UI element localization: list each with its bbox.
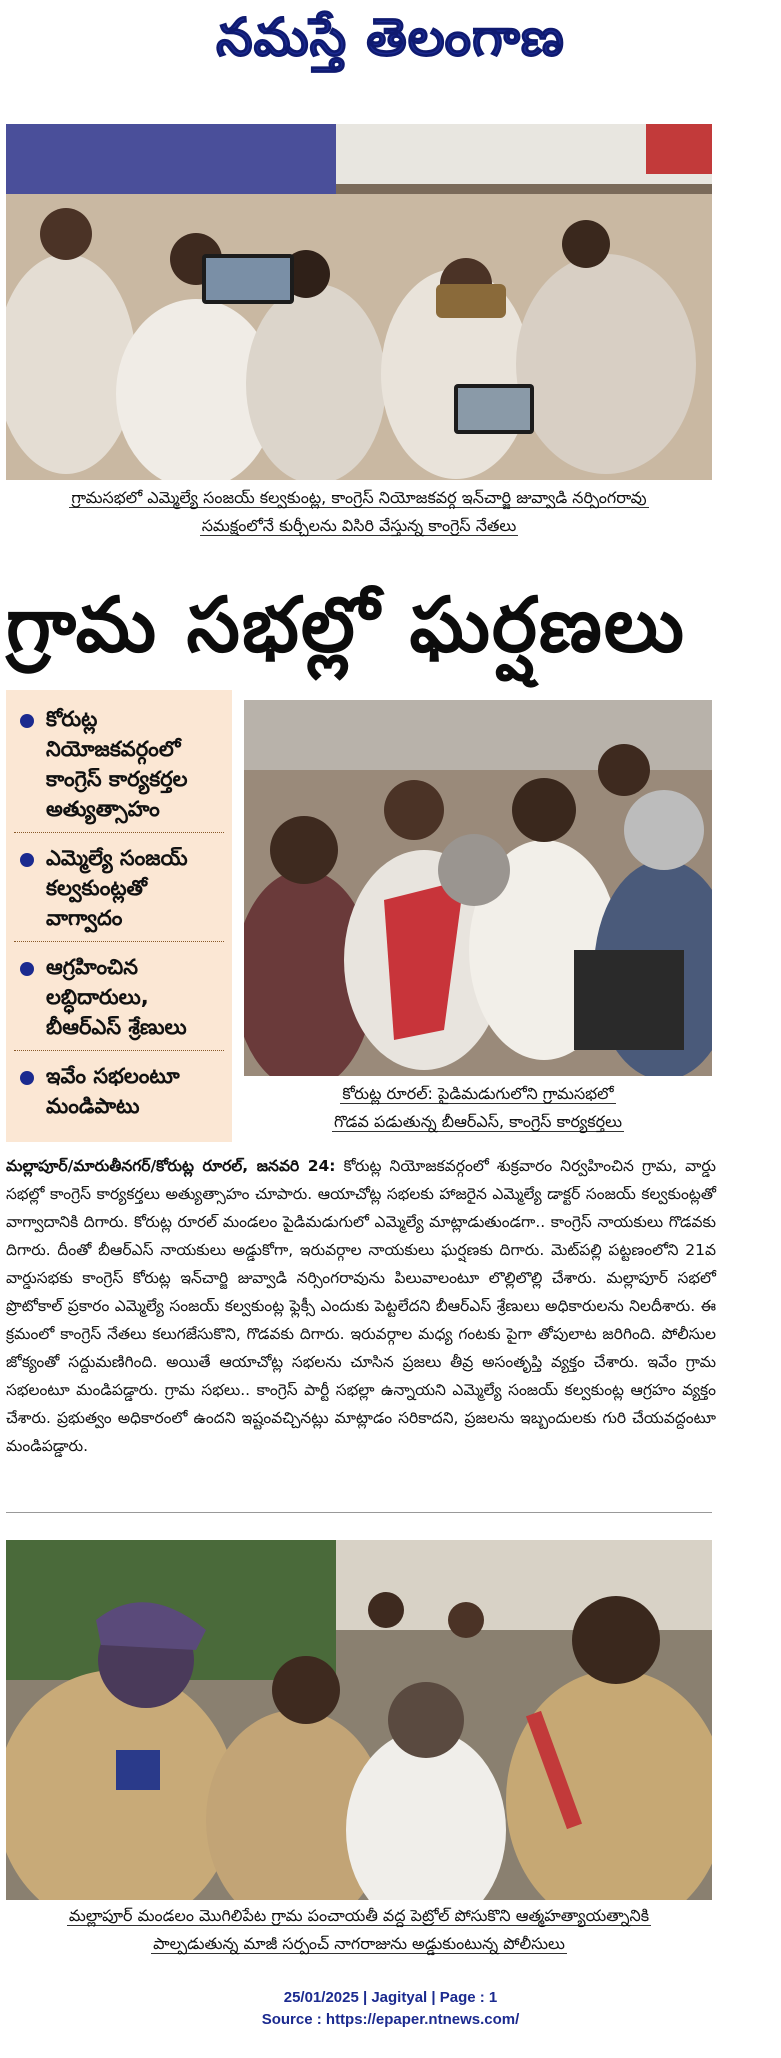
highlight-text: ఎమ్మెల్యే సంజయ్ కల్వకుంట్లతో వాగ్వాదం	[46, 846, 188, 930]
page-footer	[0, 1987, 781, 2031]
highlight-item	[14, 1055, 224, 1129]
section-divider	[6, 1512, 712, 1513]
photo2-caption-line1: కోరుట్ల రూరల్: పైడిమడుగులోని గ్రామసభలో	[342, 1084, 614, 1103]
photo2-caption-line2: గొడవ పడుతున్న బీఆర్‌ఎస్, కాంగ్రెస్ కార్యకర్తలు	[333, 1112, 623, 1131]
masthead	[0, 0, 781, 78]
photo2-caption	[244, 1080, 712, 1136]
highlight-text: ఇవేం సభలంటూ మండిపాటు	[46, 1064, 180, 1118]
photo-gramasabha-chairs	[6, 124, 712, 480]
photo3-caption-line1: మల్లాపూర్ మండలం మొగిలిపేట గ్రామ పంచాయతీ వద్ద పెట్రోల్ పోసుకొని ఆత్మహత్యాయత్నానికి	[68, 1906, 650, 1925]
highlight-text: ఆగ్రహించిన లబ్ధిదారులు, బీఆర్‌ఎస్ శ్రేణులు	[46, 955, 187, 1039]
photo3-caption-line2: పాల్పడుతున్న మాజీ సర్పంచ్ నాగరాజును అడ్డుకుంటున్న పోలీసులు	[153, 1934, 565, 1953]
article-body	[6, 1152, 716, 1492]
article-text: కోరుట్ల నియోజకవర్గంలో శుక్రవారం నిర్వహించిన గ్రామ, వార్డు సభల్లో కాంగ్రెస్ కార్యకర్తలు అత్యుత్సాహం చూపారు. ఆయాచోట్ల సభలకు హాజరైన ఎమ్మెల్యే డాక్టర్ సంజయ్ కల్వకుంట్లతో వాగ్వాదానికి దిగారు. కోరుట్ల రూరల్ మండలం పైడిమడుగులో ఎమ్మెల్యే మాట్లాడుతుండగా.. కాంగ్రెస్ నాయకులు గొడవకు దిగారు. దీంతో బీఆర్‌ఎస్ నాయకులు అడ్డుకోగా, ఇరువర్గాల నాయకులు ఘర్షణకు దిగారు. మెట్‌పల్లి పట్టణంలోని 21వ వార్డుసభకు కాంగ్రెస్ కోరుట్ల ఇన్‌చార్జి జువ్వాడి నర్సింగరావును పిలువాలంటూ లొల్లిలొల్లి చేశారు. మల్లాపూర్ సభలో ప్రొటోకాల్ ప్రకారం ఎమ్మెల్యే సంజయ్ కల్వకుంట్ల ఫ్లెక్సీ ఎందుకు పెట్టలేదని బీఆర్‌ఎస్ శ్రేణులు అధికారులను నిలదీశారు. ఈ క్రమంలో కాంగ్రెస్ నేతలు కలుగజేసుకొని, గొడవకు దిగారు. ఇరువర్గాల మధ్య గంటకు పైగా తోపులాట జరిగింది. పోలీసుల జోక్యంతో సద్దుమణిగింది. అయితే ఆయాచోట్ల సభలను చూసిన ప్రజలు తీవ్ర అసంతృప్తి వ్యక్తం చేశారు. ఇవేం గ్రామ సభలంటూ మండిపడ్డారు. గ్రామ సభలు.. కాంగ్రెస్ పార్టీ సభల్లా ఉన్నాయని ఎమ్మెల్యే సంజయ్ కల్వకుంట్ల ఆగ్రహం వ్యక్తం చేశారు. ప్రభుత్వం అధికారంలో ఉందని ఇష్టంవచ్చినట్లు మాట్లాడం సరికాదని, ప్రజలను ఇబ్బందులకు గురి చేయవద్దంటూ మండిపడ్డారు.	[6, 1157, 716, 1455]
bullet-icon	[20, 962, 34, 976]
article-dateline: మల్లాపూర్/మారుతీనగర్/కోరుట్ల రూరల్, జనవరి 24:	[6, 1157, 336, 1175]
photo1-caption-line2: సమక్షంలోనే కుర్చీలను విసిరి వేస్తున్న కాంగ్రెస్ నేతలు	[201, 516, 517, 535]
photo3-caption	[6, 1902, 712, 1958]
highlight-item	[14, 698, 224, 833]
highlights-box	[6, 690, 232, 1142]
highlight-item	[14, 837, 224, 942]
bullet-icon	[20, 714, 34, 728]
photo-korutla-clash	[244, 700, 712, 1076]
highlight-item	[14, 946, 224, 1051]
newspaper-logo: నమస్తే తెలంగాణ	[216, 8, 565, 68]
bullet-icon	[20, 1071, 34, 1085]
photo-mogilipeta-police	[6, 1540, 712, 1900]
photo1-caption	[6, 484, 712, 540]
headline: గ్రామ సభల్లో ఘర్షణలు	[6, 580, 686, 669]
footer-source: Source : https://epaper.ntnews.com/	[261, 2011, 520, 2028]
bullet-icon	[20, 853, 34, 867]
highlight-text: కోరుట్ల నియోజకవర్గంలో కాంగ్రెస్ కార్యకర్తల అత్యుత్సాహం	[46, 707, 188, 821]
footer-date-edition: 25/01/2025 | Jagityal | Page : 1	[283, 1989, 498, 2006]
photo1-caption-line1: గ్రామసభలో ఎమ్మెల్యే సంజయ్ కల్వకుంట్ల, కాంగ్రెస్ నియోజకవర్గ ఇన్‌చార్జి జువ్వాడి నర్సింగరావు	[71, 488, 647, 507]
